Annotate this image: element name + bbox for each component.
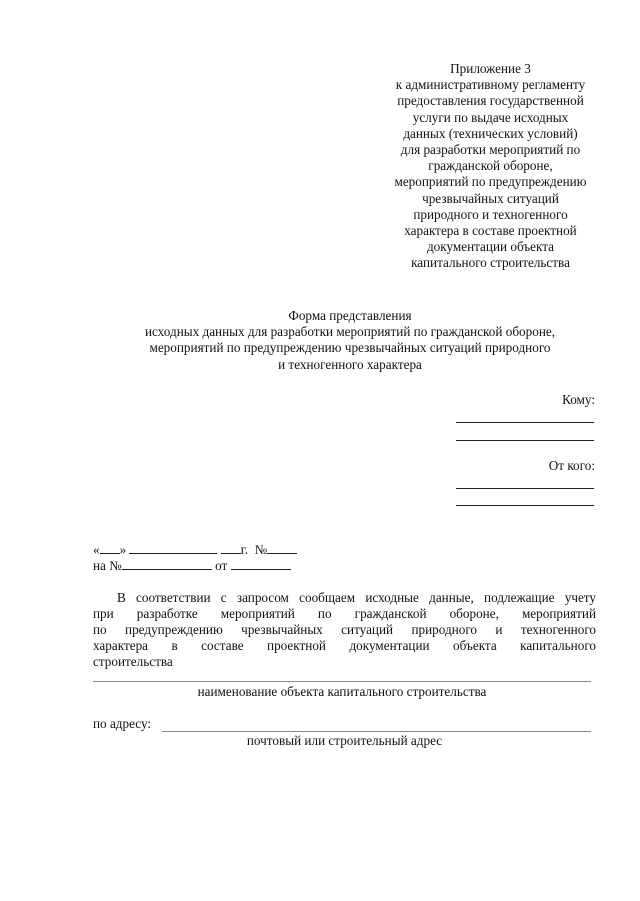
appendix-line: данных (технических условий) [403,125,578,141]
to-label: Кому: [562,392,595,407]
appendix-line: для разработки мероприятий по [400,142,581,158]
number-sign: № [254,542,268,557]
appendix-line: к административному регламенту [395,77,586,93]
close-quote: » [119,542,127,557]
appendix-line: предоставления государственной [397,93,584,109]
to-field-line-2[interactable] [456,440,594,441]
appendix-line: капитального строительства [411,255,570,271]
appendix-line: гражданской обороне, [428,158,553,174]
open-quote: « [93,542,100,557]
ref-date-field[interactable] [231,557,291,570]
body-line: при разработке мероприятий по гражданской обороне, мероприятий [93,606,596,621]
ref-prefix: на № [93,558,122,573]
object-name-field[interactable] [93,681,591,682]
to-field-line-1[interactable] [456,422,594,423]
ref-from-word: от [215,558,228,573]
address-field[interactable] [162,731,591,732]
appendix-line: документации объекта [426,239,555,255]
from-field-line-1[interactable] [456,488,594,489]
appendix-line: природного и техногенного [413,206,568,222]
year-suffix: г. [240,542,248,557]
month-field[interactable] [129,541,217,554]
number-field[interactable] [267,541,297,554]
reference-line [93,557,291,574]
appendix-header [380,61,601,272]
body-line: В соответствии с запросом сообщаем исходные данные, подлежащие учету [117,590,596,605]
year-field[interactable] [221,541,241,554]
appendix-line: чрезвычайных ситуаций [422,190,559,206]
form-title-line: и техногенного характера [278,356,422,372]
address-caption: почтовый или строительный адрес [246,733,443,748]
ref-number-field[interactable] [122,557,212,570]
address-label: по адресу: [93,716,152,731]
form-title [60,308,640,373]
body-line: по предупреждению чрезвычайных ситуаций природного и техногенного [93,622,596,637]
form-title-line: исходных данных для разработки мероприятий по гражданской обороне, [144,324,556,340]
appendix-line: мероприятий по предупреждению [394,174,587,190]
body-line: строительства [93,654,173,669]
object-name-caption: наименование объекта капитального строительства [197,684,487,699]
from-field-line-2[interactable] [456,505,594,506]
form-title-line: мероприятий по предупреждению чрезвычайных ситуаций природного [149,340,551,356]
appendix-line: характера в составе проектной [404,223,577,239]
form-title-line: Форма представления [288,308,412,323]
appendix-line: Приложение 3 [450,61,531,76]
from-label: От кого: [548,458,595,473]
appendix-line: услуги по выдаче исходных [412,109,569,125]
day-field[interactable] [100,541,120,554]
body-line: характера в составе проектной документации объекта капитального [93,638,596,653]
date-number-line [93,541,297,558]
